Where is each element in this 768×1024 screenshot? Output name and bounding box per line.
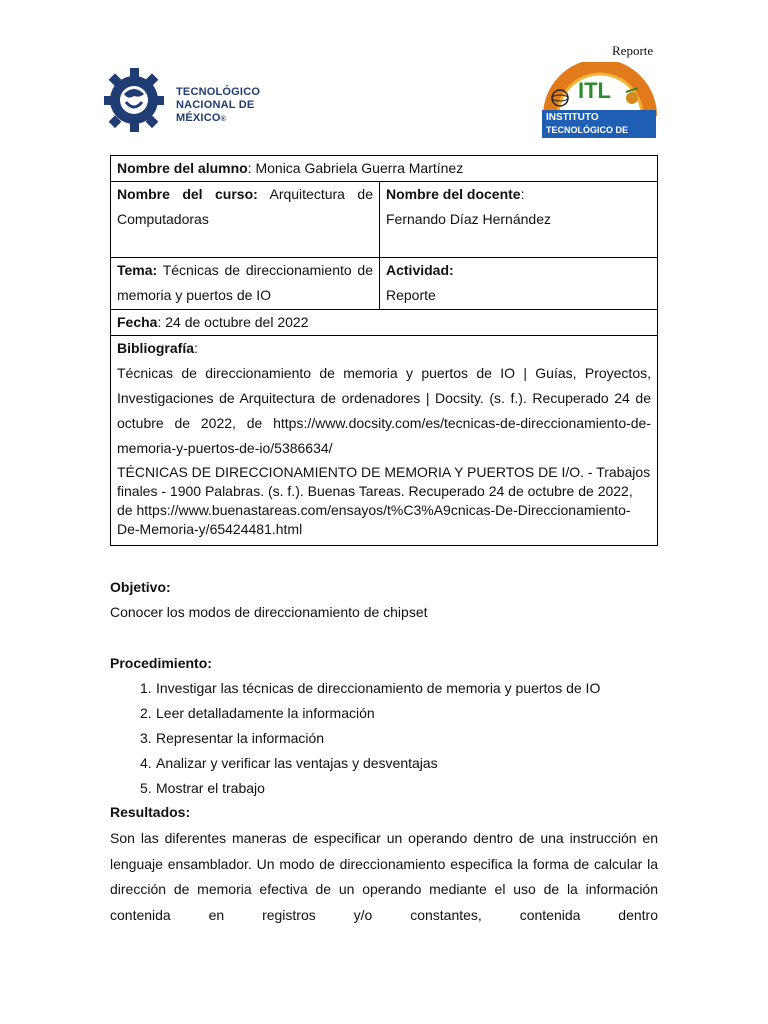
info-table bbox=[110, 155, 658, 546]
student-value: : Monica Gabriela Guerra Martínez bbox=[247, 160, 464, 176]
student-label: Nombre del alumno bbox=[117, 160, 248, 176]
step-number: 4. bbox=[140, 755, 152, 771]
itl-banner-line2: TECNOLÓGICO DE LINARES bbox=[546, 125, 629, 147]
procedure-list bbox=[110, 678, 600, 803]
itl-banner-line1: INSTITUTO bbox=[546, 112, 599, 123]
itl-logo bbox=[540, 62, 660, 147]
activity-value: Reporte bbox=[386, 287, 436, 303]
bibliography-ref-2: TÉCNICAS DE DIRECCIONAMIENTO DE MEMORIA Y PUERTOS DE I/O. - Trabajos finales - 1900 Palabras. (s. f.). Buenas Tareas. Recuperado 24 de octubre de 2022, de https://www.buenastareas.com/ensayos/t%C3%A9cnicas-De-Direccionamiento-De-Memoria-y/65424481.html bbox=[117, 464, 651, 537]
step-number: 3. bbox=[140, 730, 152, 746]
student-cell bbox=[111, 156, 658, 182]
activity-cell bbox=[380, 258, 658, 310]
tecnm-line2: NACIONAL DE MÉXICO bbox=[176, 99, 255, 124]
topic-value: Técnicas de direccionamiento de memoria y puertos de IO bbox=[117, 262, 373, 303]
gear-eagle-icon bbox=[104, 60, 166, 140]
list-item bbox=[110, 753, 600, 778]
step-number: 5. bbox=[140, 780, 152, 796]
procedure-title: Procedimiento: bbox=[110, 655, 212, 671]
course-value: Arquitectura de Computadoras bbox=[117, 186, 373, 227]
list-item bbox=[110, 703, 600, 728]
report-label: Reporte bbox=[612, 43, 654, 58]
objective-title: Objetivo: bbox=[110, 579, 171, 595]
teacher-value: Fernando Díaz Hernández bbox=[386, 211, 551, 227]
registered-mark: ® bbox=[220, 116, 226, 123]
step-text: Analizar y verificar las ventajas y desventajas bbox=[156, 755, 438, 771]
step-text: Investigar las técnicas de direccionamiento de memoria y puertos de IO bbox=[156, 680, 601, 696]
teacher-cell: Nombre del docente: Fernando Díaz Hernández bbox=[380, 182, 658, 258]
bibliography-ref-1: Técnicas de direccionamiento de memoria y puertos de IO | Guías, Proyectos, Investigaciones de Arquitectura de ordenadores | Docsity. (s. f.). Recuperado 24 de octubre de 2022, de https://www.docsity.com/es/tecnicas-de-direccionamiento-de-memoria-y-puertos-de-io/5386634/ bbox=[117, 365, 651, 456]
step-number: 2. bbox=[140, 705, 152, 721]
objective-text: Conocer los modos de direccionamiento de chipset bbox=[110, 604, 428, 620]
list-item bbox=[110, 778, 600, 803]
list-item bbox=[110, 678, 600, 703]
itl-letters: ITL bbox=[578, 78, 611, 103]
activity-label: Actividad: bbox=[386, 262, 454, 278]
topic-label: Tema: bbox=[117, 262, 158, 278]
step-text: Representar la información bbox=[156, 730, 325, 746]
tecnm-line1: TECNOLÓGICO bbox=[176, 86, 261, 98]
teacher-label: Nombre del docente bbox=[386, 186, 521, 202]
step-text: Leer detalladamente la información bbox=[156, 705, 375, 721]
bibliography-label: Bibliografía bbox=[117, 340, 195, 356]
course-cell bbox=[111, 182, 380, 258]
date-cell bbox=[111, 310, 658, 336]
itl-banner bbox=[542, 110, 656, 147]
date-label: Fecha bbox=[117, 314, 158, 330]
tecnm-logo bbox=[104, 60, 284, 140]
course-label: Nombre del curso: bbox=[117, 186, 258, 202]
step-text: Mostrar el trabajo bbox=[156, 780, 265, 796]
topic-cell bbox=[111, 258, 380, 310]
step-number: 1. bbox=[140, 680, 152, 696]
results-text: Son las diferentes maneras de especificar un operando dentro de una instrucción en lenguaje ensamblador. Un modo de direccionamiento especifica la forma de calcular la dirección de memoria efectiva de un operando mediante el uso de la información contenida en registros y/o constantes, contenida dentro bbox=[110, 830, 658, 923]
results-title: Resultados: bbox=[110, 804, 191, 820]
date-value: : 24 de octubre del 2022 bbox=[157, 314, 309, 330]
list-item bbox=[110, 728, 600, 753]
bibliography-cell: Bibliografía: Técnicas de direccionamiento de memoria y puertos de IO | Guías, Proyectos, Investigaciones de Arquitectura de ordenadores | Docsity. (s. f.). Recuperado 24 de octubre de 2022, de https://www.docsity.com/es/tecnicas-de-direccionamiento-de-memoria-y-puertos-de-io/5386634/ TÉCNICAS DE DIRECCIONAMIENTO DE MEMORIA Y PUERTOS DE I/O. - Trabajos finales - 1900 Palabras. (s. f.). Buenas Tareas. Recuperado 24 de octubre de 2022, de https://www.buenastareas.com/ensayos/t%C3%A9cnicas-De-Direccionamiento-De-Memoria-y/65424481.html bbox=[111, 336, 658, 546]
